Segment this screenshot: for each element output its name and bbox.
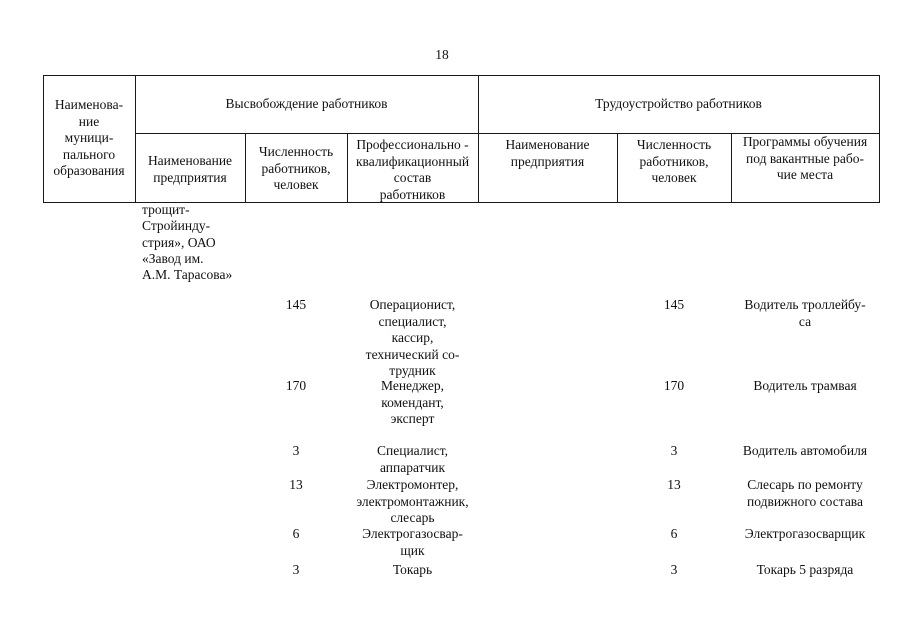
release-count-cell: 145: [285, 297, 307, 312]
page-number: 18: [435, 47, 449, 62]
profession-cell: Электрогазосвар- щик: [362, 526, 463, 558]
profession-cell: Специалист, аппаратчик: [377, 443, 448, 475]
employment-count-cell: 6: [670, 526, 678, 541]
release-count-cell: 13: [289, 477, 303, 492]
header-employment-programs: Программы обучения под вакантные рабо- чие места: [742, 134, 868, 183]
table-row: [0, 562, 905, 577]
employment-count-cell: 3: [670, 443, 678, 458]
employment-count-cell: 170: [663, 378, 685, 393]
table-row: [0, 526, 905, 558]
header-release-count: Численность работников, человек: [258, 144, 334, 193]
release-count-cell: 6: [292, 526, 300, 541]
program-cell: Водитель троллейбу- са: [744, 297, 866, 329]
profession-cell: Электромонтер, электромонтажник, слесарь: [356, 477, 469, 526]
profession-cell: Операционист, специалист, кассир, технический со- трудник: [365, 297, 460, 379]
table-row: [0, 297, 905, 379]
enterprise-name-continued: трощит- Стройинду- стрия», ОАО «Завод им. А.М. Тарасова»: [142, 202, 233, 283]
table-row: [0, 477, 905, 526]
release-count-cell: 3: [292, 443, 300, 458]
release-count-cell: 170: [285, 378, 307, 393]
header-employment-group: Трудоустройство работников: [595, 96, 762, 111]
table-border-top: [43, 75, 880, 76]
employment-count-cell: 13: [667, 477, 681, 492]
program-cell: Токарь 5 разряда: [756, 562, 854, 577]
table-row: [0, 378, 905, 427]
profession-cell: Менеджер, комендант, эксперт: [381, 378, 444, 427]
header-employment-enterprise: Наименование предприятия: [505, 137, 590, 169]
table-row: [0, 443, 905, 475]
program-cell: Электрогазосварщик: [744, 526, 866, 541]
header-release-profession: Профессионально - квалификационный состав работников: [355, 137, 470, 202]
program-cell: Водитель автомобиля: [742, 443, 868, 458]
header-release-enterprise: Наименование предприятия: [147, 153, 233, 185]
header-release-group: Высвобождение работников: [225, 96, 388, 111]
table-border-right: [879, 75, 880, 203]
release-count-cell: 3: [292, 562, 300, 577]
employment-count-cell: 3: [670, 562, 678, 577]
header-municipality: Наименова- ние муници- пального образования: [53, 97, 125, 179]
header-employment-count: Численность работников, человек: [636, 137, 712, 186]
profession-cell: Токарь: [392, 562, 433, 577]
employment-count-cell: 145: [663, 297, 685, 312]
program-cell: Слесарь по ремонту подвижного состава: [747, 477, 863, 509]
program-cell: Водитель трамвая: [753, 378, 857, 393]
